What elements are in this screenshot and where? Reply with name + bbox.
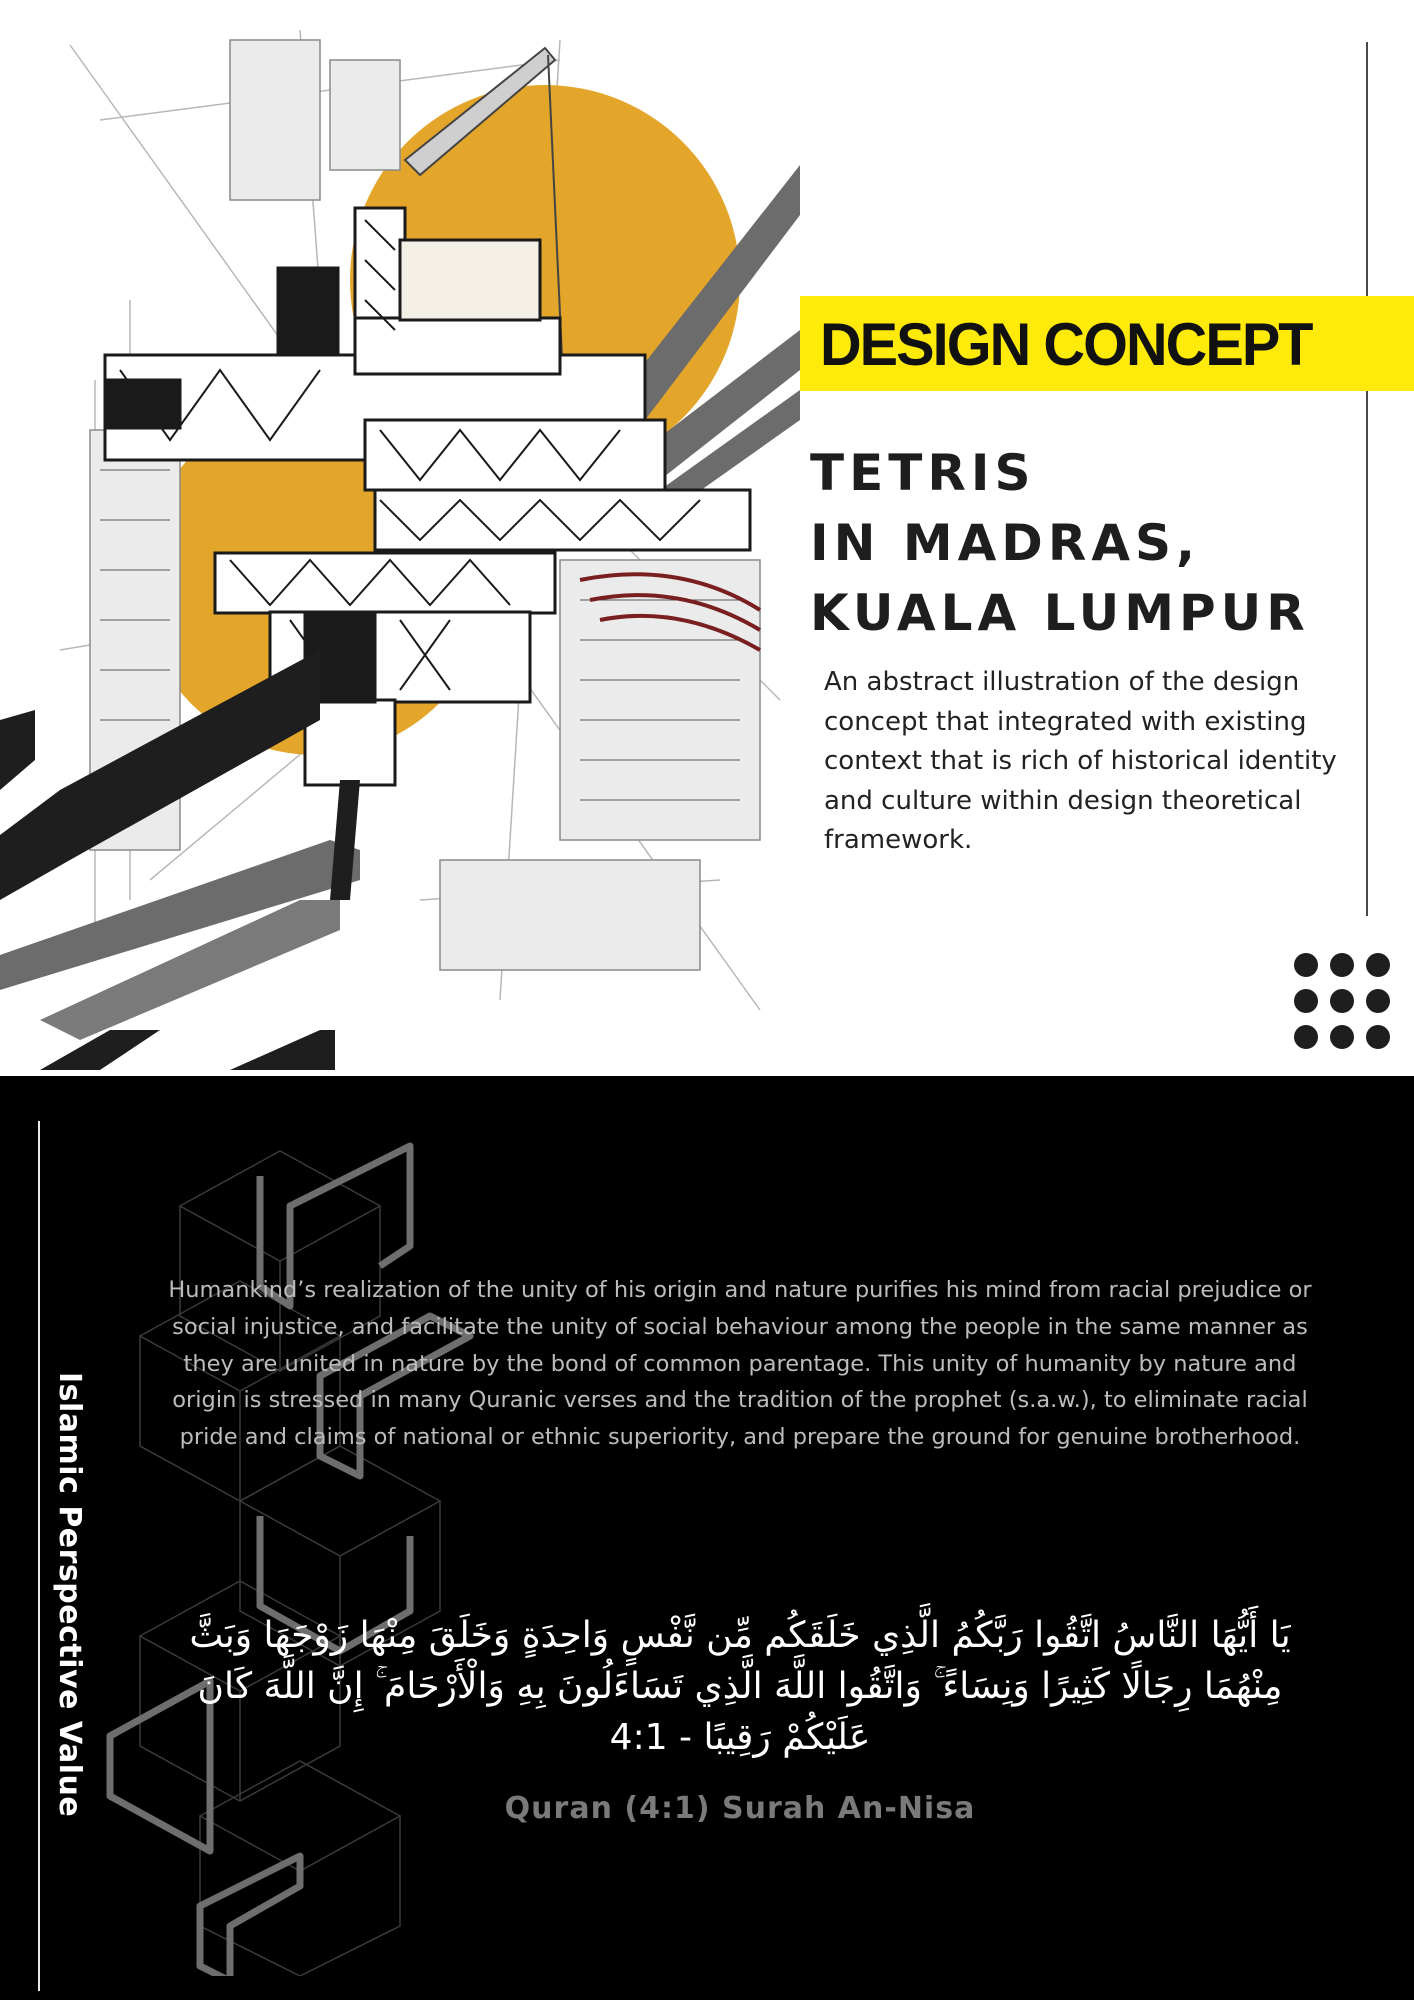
architectural-sketch-illustration <box>0 0 800 1076</box>
title-line: IN MADRAS, <box>810 514 1201 572</box>
perspective-quote: Humankind’s realization of the unity of his origin and nature purifies his mind from racial prejudice or social injustice, and facilitate the unity of social behaviour among the people in the same manner as they are united in nature by the bond of common parentage. This unity of humanity by nature and origin is stressed in many Quranic verses and the tradition of the prophet (s.a.w.), to eliminate racial pride and claims of national or ethnic superiority, and prepare the ground for genuine brotherhood. <box>168 1277 1312 1451</box>
concept-description: An abstract illustration of the design concept that integrated with existing context that is rich of historical identity and culture within design theoretical framework. <box>824 667 1337 855</box>
quran-verse-arabic: يَا أَيُّهَا النَّاسُ اتَّقُوا رَبَّكُمُ الَّذِي خَلَقَكُم مِّن نَّفْسٍ وَاحِدَةٍ وَخَلَقَ مِنْهَا زَوْجَهَا وَبَثَّ مِنْهُمَا رِجَالًا كَثِيرًا وَنِسَاءً ۚ وَاتَّقُوا اللَّهَ الَّذِي تَسَاءَلُونَ بِهِ وَالْأَرْحَامَ ۚ إِنَّ اللَّهَ كَانَ عَلَيْكُمْ رَقِيبًا - 4:1 <box>189 1615 1291 1758</box>
verse-source: Quran (4:1) Surah An-Nisa <box>504 1791 976 1826</box>
isometric-cube-pattern-icon <box>100 1136 580 1976</box>
title-line: KUALA LUMPUR <box>810 584 1310 642</box>
islamic-perspective-panel <box>0 1076 1414 2000</box>
vertical-divider-line <box>38 1121 40 1991</box>
page-title <box>810 438 1310 648</box>
vertical-divider-line <box>1366 42 1368 916</box>
title-line: TETRIS <box>810 444 1036 502</box>
section-side-label: Islamic Perspective Value <box>52 1372 87 1818</box>
banner-label: DESIGN CONCEPT <box>820 311 1312 378</box>
dot-grid-icon <box>1292 951 1392 1051</box>
